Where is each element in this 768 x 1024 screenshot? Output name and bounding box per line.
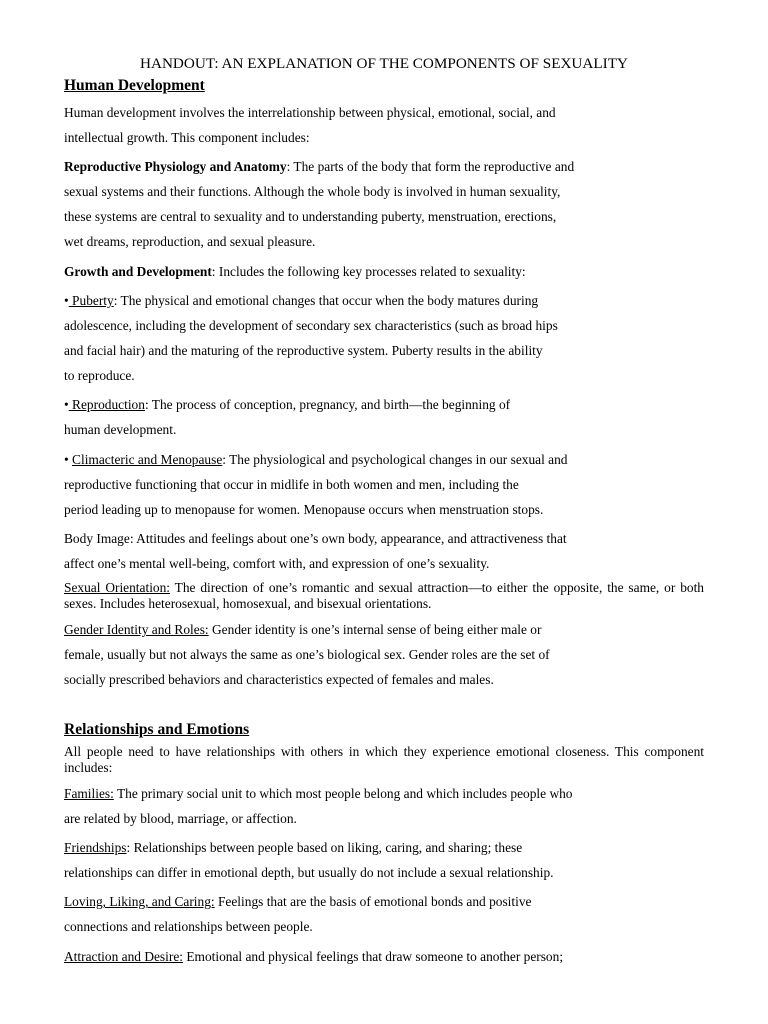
friendships-paragraph: Friendships: Relationships between people based on liking, caring, and sharing; these relationships can differ in emotional depth, but usually do not include a sexual relationship. (64, 840, 554, 881)
term: Sexual Orientation: (64, 580, 171, 596)
section-heading: Human Development (64, 77, 205, 94)
puberty-bullet: • Puberty: The physical and emotional changes that occur when the body matures during adolescence, including the development of secondary sex characteristics (such as broad hips and facial hair) and the maturing of the reproductive system. Puberty results in the ability to reproduce. (64, 293, 558, 384)
term: Puberty (68, 293, 114, 309)
attraction-paragraph: Attraction and Desire: Emotional and physical feelings that draw someone to another person; (64, 948, 564, 964)
bullet-icon: • (64, 451, 73, 467)
body-image-paragraph: Body Image: Attitudes and feelings about one’s own body, appearance, and attractiveness that affect one’s mental well-being, comfort with, and expression of one’s sexuality. (64, 531, 567, 572)
term: Loving, Liking, and Caring: (64, 894, 215, 910)
growth-development-paragraph: Growth and Development: Includes the following key processes related to sexuality: (64, 263, 526, 279)
term: Climacteric and Menopause (72, 451, 223, 467)
term: Gender Identity and Roles: (64, 621, 209, 637)
term: Friendships (64, 840, 127, 856)
term: Reproduction (68, 397, 145, 413)
intro-paragraph: All people need to have relationships with others in which they experience emotional closeness. This component includes: (64, 744, 704, 776)
section-relationships-emotions (64, 720, 704, 969)
intro-paragraph: Human development involves the interrelationship between physical, emotional, social, and intellectual growth. This component includes: (64, 105, 556, 145)
section-spacer (64, 696, 704, 720)
reproductive-physiology-paragraph: Reproductive Physiology and Anatomy: The parts of the body that form the reproductive and sexual systems and their functions. Although the whole body is involved in human sexuality, these systems are central to sexuality and to understanding puberty, menstruation, erections, wet dreams, reproduction, and sexual pleasure. (64, 159, 575, 250)
bullet-icon: • (64, 293, 69, 309)
gender-identity-paragraph: Gender Identity and Roles: Gender identity is one’s internal sense of being either male or female, usually but not always the same as one’s biological sex. Gender roles are the set of socially prescribed behaviors and characteristics expected of females and males. (64, 621, 550, 687)
section-heading: Relationships and Emotions (64, 721, 250, 739)
families-paragraph: Families: The primary social unit to which most people belong and which includes people who are related by blood, marriage, or affection. (64, 785, 573, 826)
bullet-icon: • (64, 397, 69, 413)
page-title: HANDOUT: AN EXPLANATION OF THE COMPONENTS OF SEXUALITY (140, 55, 628, 72)
sexual-orientation-paragraph: Sexual Orientation: The direction of one’s romantic and sexual attraction—to either the opposite, the same, or both sexes. Includes heterosexual, homosexual, and bisexual orientations. (64, 580, 704, 612)
term: Reproductive Physiology and Anatomy (64, 159, 287, 175)
reproduction-bullet: • Reproduction: The process of conception, pregnancy, and birth—the beginning of human development. (64, 397, 511, 438)
climacteric-bullet: • Climacteric and Menopause: The physiological and psychological changes in our sexual and reproductive functioning that occur in midlife in both women and men, including the period leading up to menopause for women. Menopause occurs when menstruation stops. (64, 451, 568, 517)
term: Growth and Development (64, 263, 212, 279)
loving-paragraph: Loving, Liking, and Caring: Feelings that are the basis of emotional bonds and positive connections and relationships between people. (64, 894, 532, 935)
term: Families: (64, 785, 114, 801)
term: Attraction and Desire: (64, 948, 183, 964)
section-human-development (64, 76, 704, 692)
